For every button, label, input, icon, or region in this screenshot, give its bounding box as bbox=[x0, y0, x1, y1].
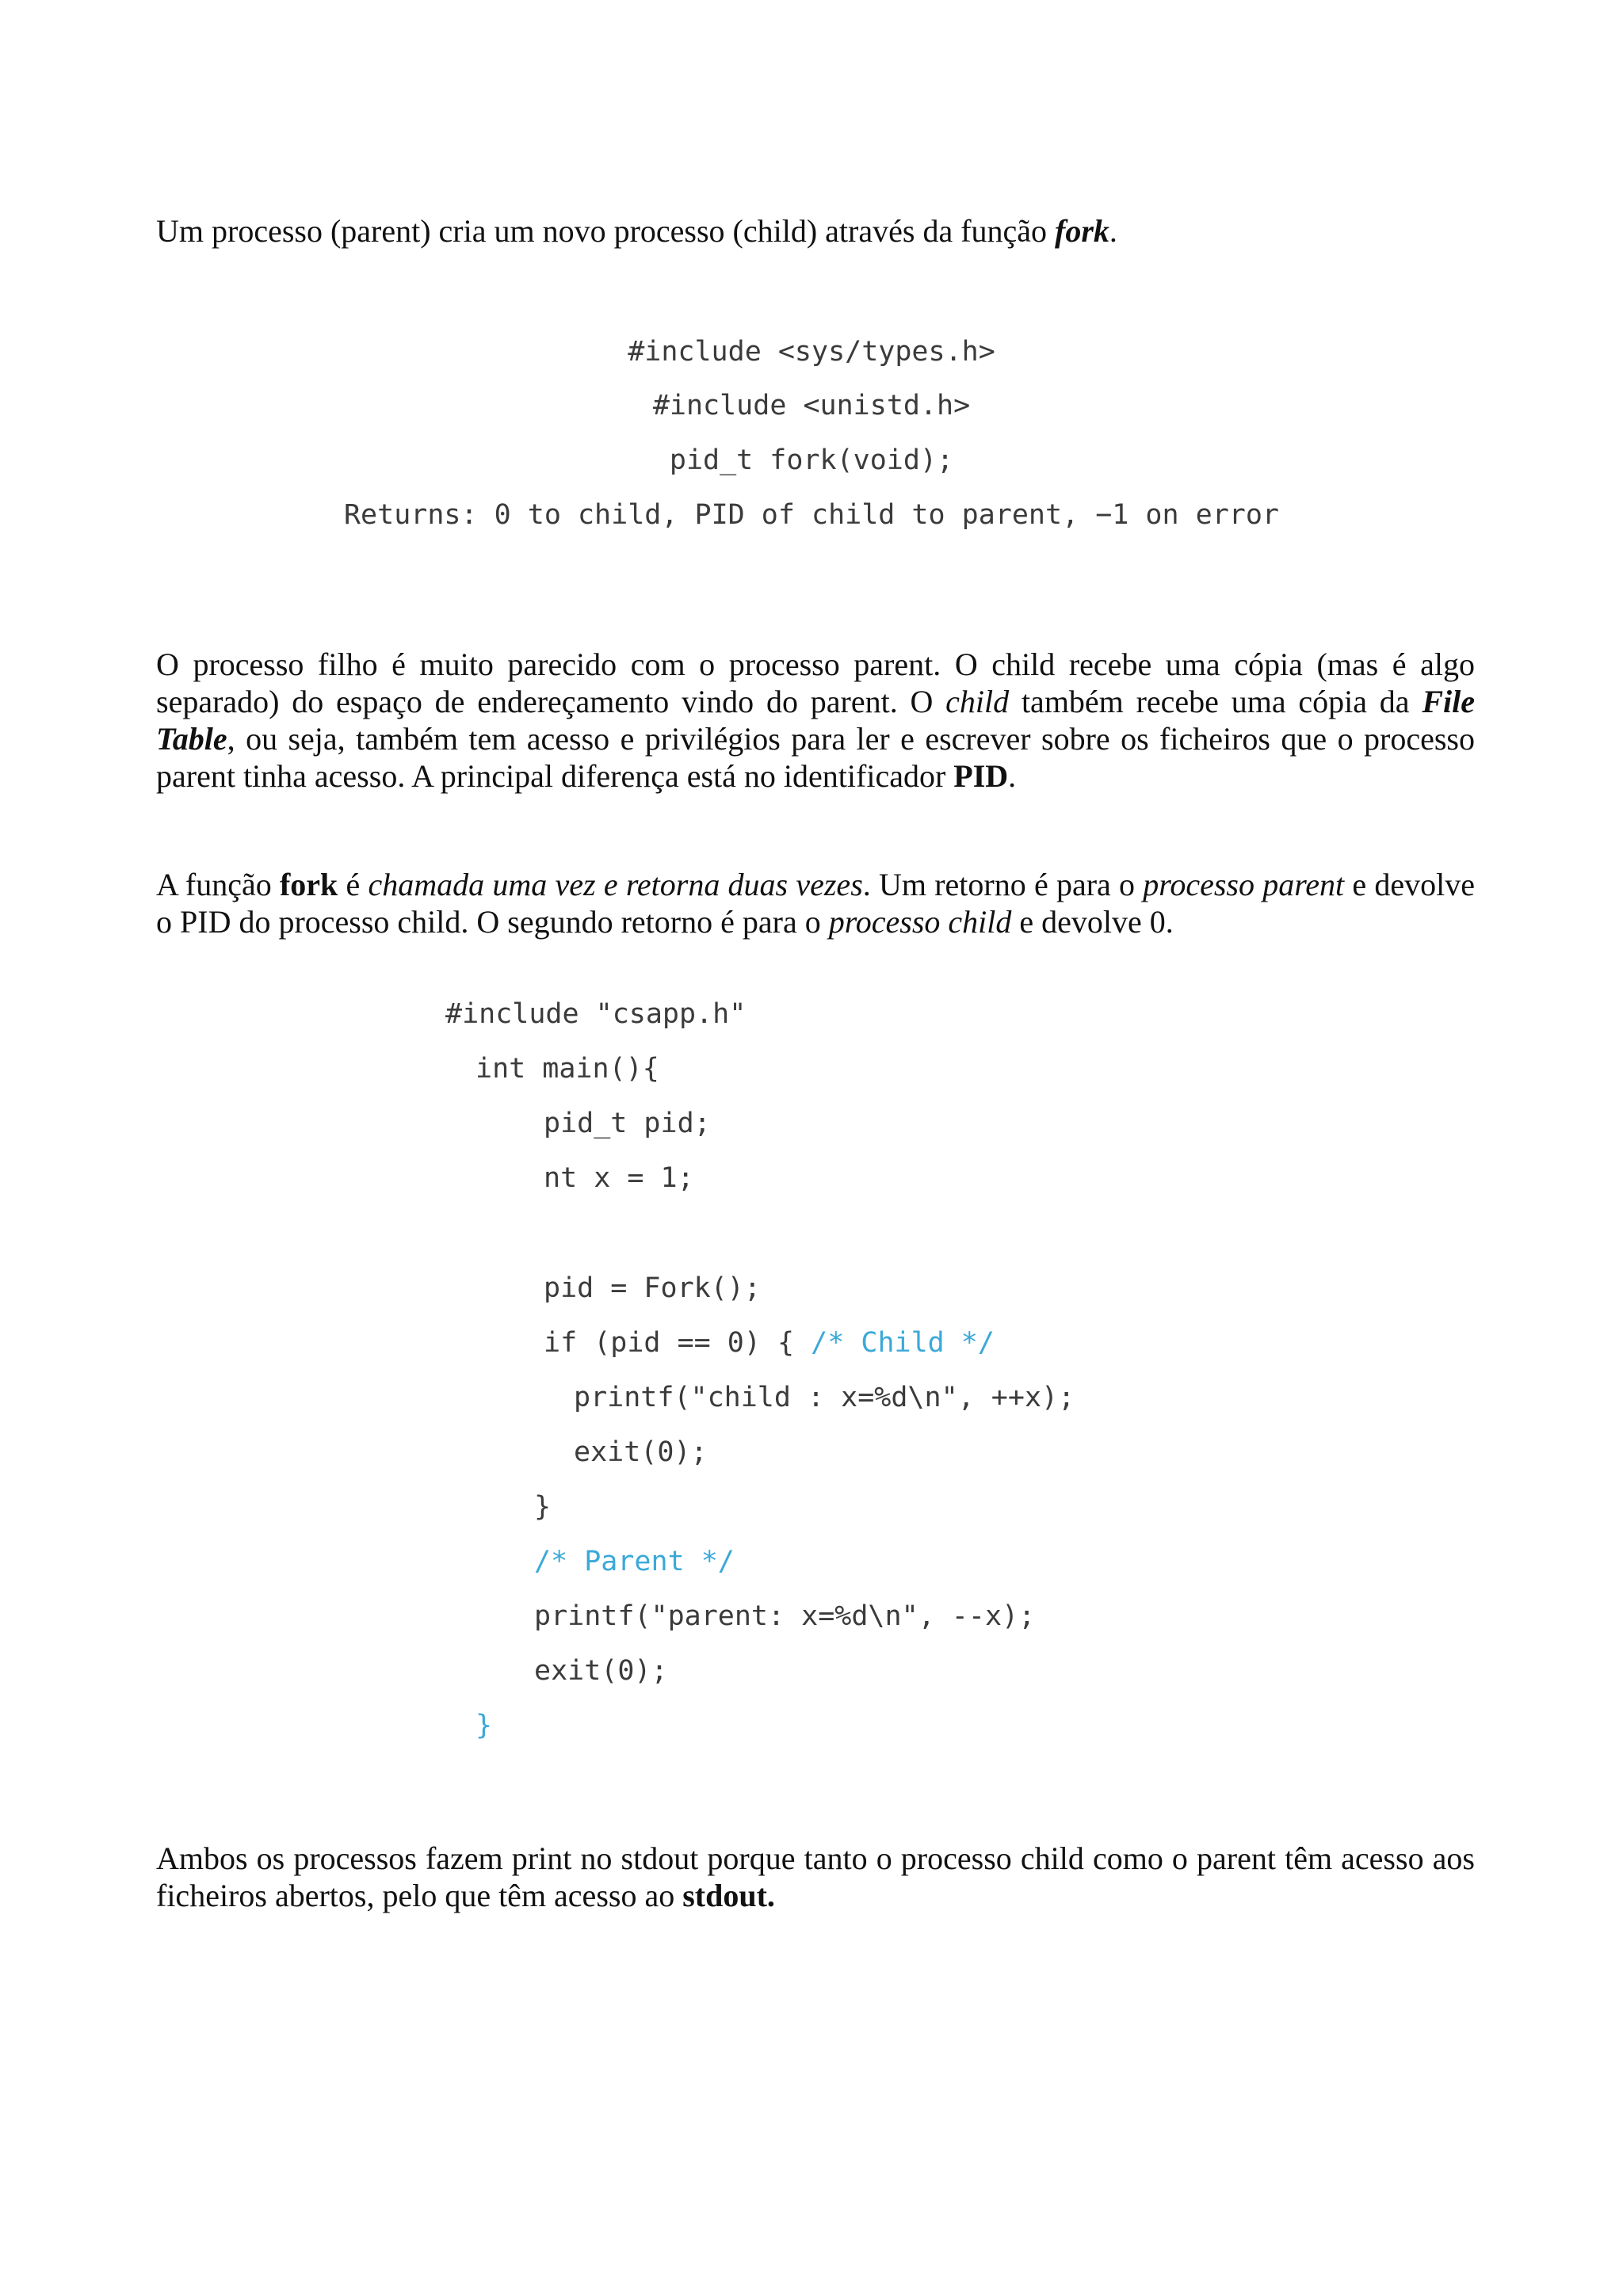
code-line: nt x = 1; bbox=[544, 1162, 694, 1194]
fork-prototype: pid_t fork(void); bbox=[669, 444, 954, 476]
fork-term: fork bbox=[279, 867, 338, 902]
child-comment: /* Child */ bbox=[811, 1327, 995, 1359]
fork-returns-paragraph bbox=[156, 866, 1475, 940]
para2-text: . bbox=[1008, 758, 1017, 794]
closing-brace: } bbox=[475, 1710, 493, 1741]
parent-comment: /* Parent */ bbox=[534, 1546, 735, 1577]
para4-text: Ambos os processos fazem print no stdout porque tanto o processo child como o parent têm acesso aos ficheiros abertos, pelo que têm acesso ao bbox=[156, 1840, 1475, 1913]
code-line: #include "csapp.h" bbox=[445, 998, 747, 1030]
child-process-term: processo child bbox=[828, 904, 1012, 940]
para3-text: e devolve 0. bbox=[1011, 904, 1174, 940]
code-text: if (pid == 0) { bbox=[544, 1327, 812, 1359]
include-sys-types: #include <sys/types.h> bbox=[628, 336, 995, 368]
code-line: printf("child : x=%d\n", ++x); bbox=[574, 1382, 1075, 1413]
code-line: pid = Fork(); bbox=[544, 1272, 761, 1304]
para3-text: é bbox=[338, 867, 369, 902]
child-term: child bbox=[945, 684, 1010, 719]
para3-text: . Um retorno é para o bbox=[862, 867, 1144, 902]
code-line bbox=[544, 1327, 995, 1359]
stdout-term: stdout. bbox=[682, 1878, 775, 1913]
fork-term: fork bbox=[1055, 213, 1109, 249]
code-line: exit(0); bbox=[574, 1436, 708, 1468]
pid-term: PID bbox=[953, 758, 1009, 794]
code-line: } bbox=[534, 1491, 552, 1523]
parent-process-term: processo parent bbox=[1143, 867, 1345, 902]
called-once-term: chamada uma vez e retorna duas vezes bbox=[368, 867, 863, 902]
para3-text: A função bbox=[156, 867, 280, 902]
code-line: exit(0); bbox=[534, 1655, 668, 1687]
intro-text: Um processo (parent) cria um novo processo (child) através da função bbox=[156, 213, 1056, 249]
para2-text: O processo filho é muito parecido com o processo parent. O child recebe uma cópia (mas é algo separado) do espaço de endereçamento vindo do parent. O bbox=[156, 646, 1475, 719]
fork-returns: Returns: 0 to child, PID of child to parent, −1 on error bbox=[343, 499, 1280, 531]
para2-text: , ou seja, também tem acesso e privilégios para ler e escrever sobre os ficheiros que o processo parent tinha acesso. A principal diferença está no identificador bbox=[156, 721, 1475, 794]
child-process-paragraph bbox=[156, 646, 1475, 795]
intro-paragraph bbox=[156, 212, 1475, 250]
code-line: int main(){ bbox=[475, 1053, 659, 1085]
code-line: pid_t pid; bbox=[544, 1108, 711, 1139]
code-line: printf("parent: x=%d\n", --x); bbox=[534, 1600, 1036, 1632]
file-table-term: File Table bbox=[156, 684, 1475, 757]
include-unistd: #include <unistd.h> bbox=[652, 390, 971, 421]
intro-period: . bbox=[1109, 213, 1117, 249]
para2-text: também recebe uma cópia da bbox=[1009, 684, 1423, 719]
para3-text: e devolve o PID do processo child. O segundo retorno é para o bbox=[156, 867, 1475, 940]
stdout-paragraph bbox=[156, 1840, 1475, 1914]
